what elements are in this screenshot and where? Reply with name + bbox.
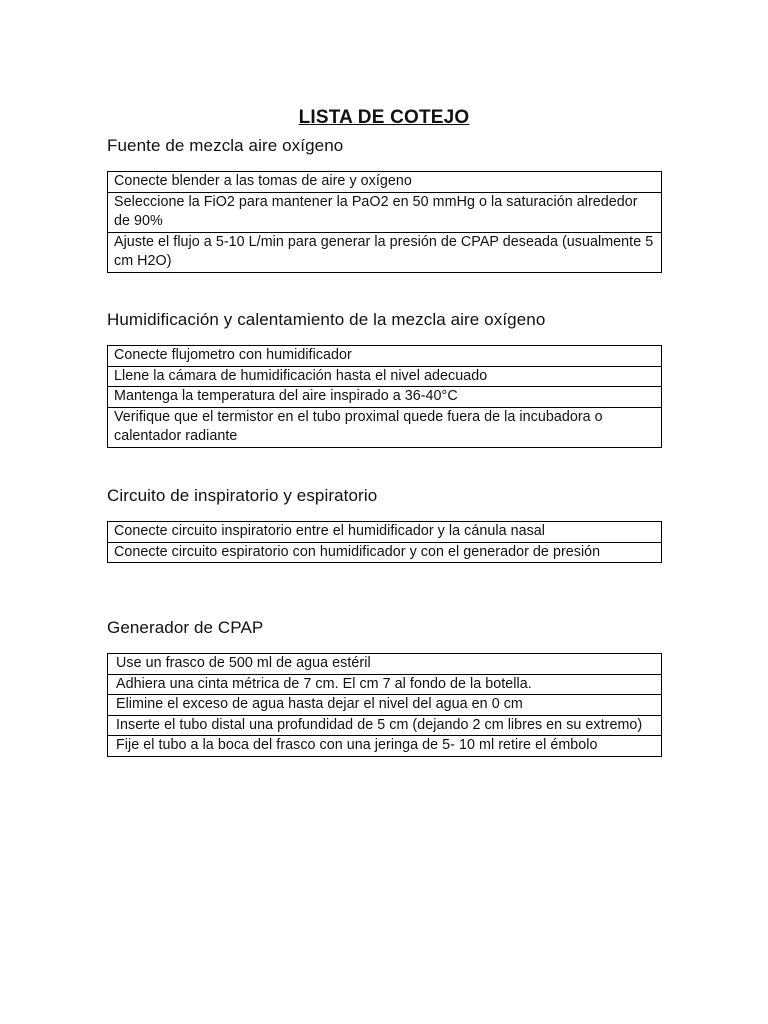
- section-humidificacion: [107, 308, 662, 448]
- checklist-row: Conecte flujometro con humidificador: [114, 347, 352, 363]
- checklist-row: Fije el tubo a la boca del frasco con una jeringa de 5- 10 ml retire el émbolo: [108, 735, 661, 756]
- checklist-table: [107, 171, 662, 273]
- checklist-table: [107, 521, 662, 563]
- section-heading: Generador de CPAP: [107, 618, 264, 637]
- checklist-row: Verifique que el termistor en el tubo proximal quede fuera de la incubadora o calentador radiante: [108, 407, 661, 447]
- checklist-row: Conecte circuito espiratorio con humidificador y con el generador de presión: [108, 542, 661, 563]
- checklist-table: [107, 345, 662, 448]
- checklist-row: Adhiera una cinta métrica de 7 cm. El cm 7 al fondo de la botella.: [108, 674, 661, 695]
- checklist-row: Use un frasco de 500 ml de agua estéril: [116, 655, 371, 671]
- section-generador-cpap: [107, 616, 662, 757]
- section-heading: Circuito de inspiratorio y espiratorio: [107, 486, 378, 505]
- checklist-row: Inserte el tubo distal una profundidad de 5 cm (dejando 2 cm libres en su extremo): [108, 715, 661, 736]
- checklist-row: Elimine el exceso de agua hasta dejar el nivel del agua en 0 cm: [108, 694, 661, 715]
- page-title: LISTA DE COTEJO: [298, 106, 470, 128]
- checklist-table: [107, 653, 662, 757]
- section-fuente-mezcla: [107, 134, 662, 273]
- checklist-row: Seleccione la FiO2 para mantener la PaO2 en 50 mmHg o la saturación alrededor de 90%: [108, 192, 661, 232]
- section-circuito: [107, 484, 662, 563]
- checklist-row: Llene la cámara de humidificación hasta el nivel adecuado: [108, 366, 661, 387]
- checklist-row: Conecte circuito inspiratorio entre el humidificador y la cánula nasal: [114, 523, 546, 539]
- checklist-row: Conecte blender a las tomas de aire y oxígeno: [114, 173, 412, 189]
- section-heading: Humidificación y calentamiento de la mezcla aire oxígeno: [107, 310, 546, 329]
- checklist-row: Ajuste el flujo a 5-10 L/min para generar la presión de CPAP deseada (usualmente 5 cm H2O): [108, 232, 661, 272]
- section-heading: Fuente de mezcla aire oxígeno: [107, 136, 344, 155]
- checklist-row: Mantenga la temperatura del aire inspirado a 36-40°C: [108, 386, 661, 407]
